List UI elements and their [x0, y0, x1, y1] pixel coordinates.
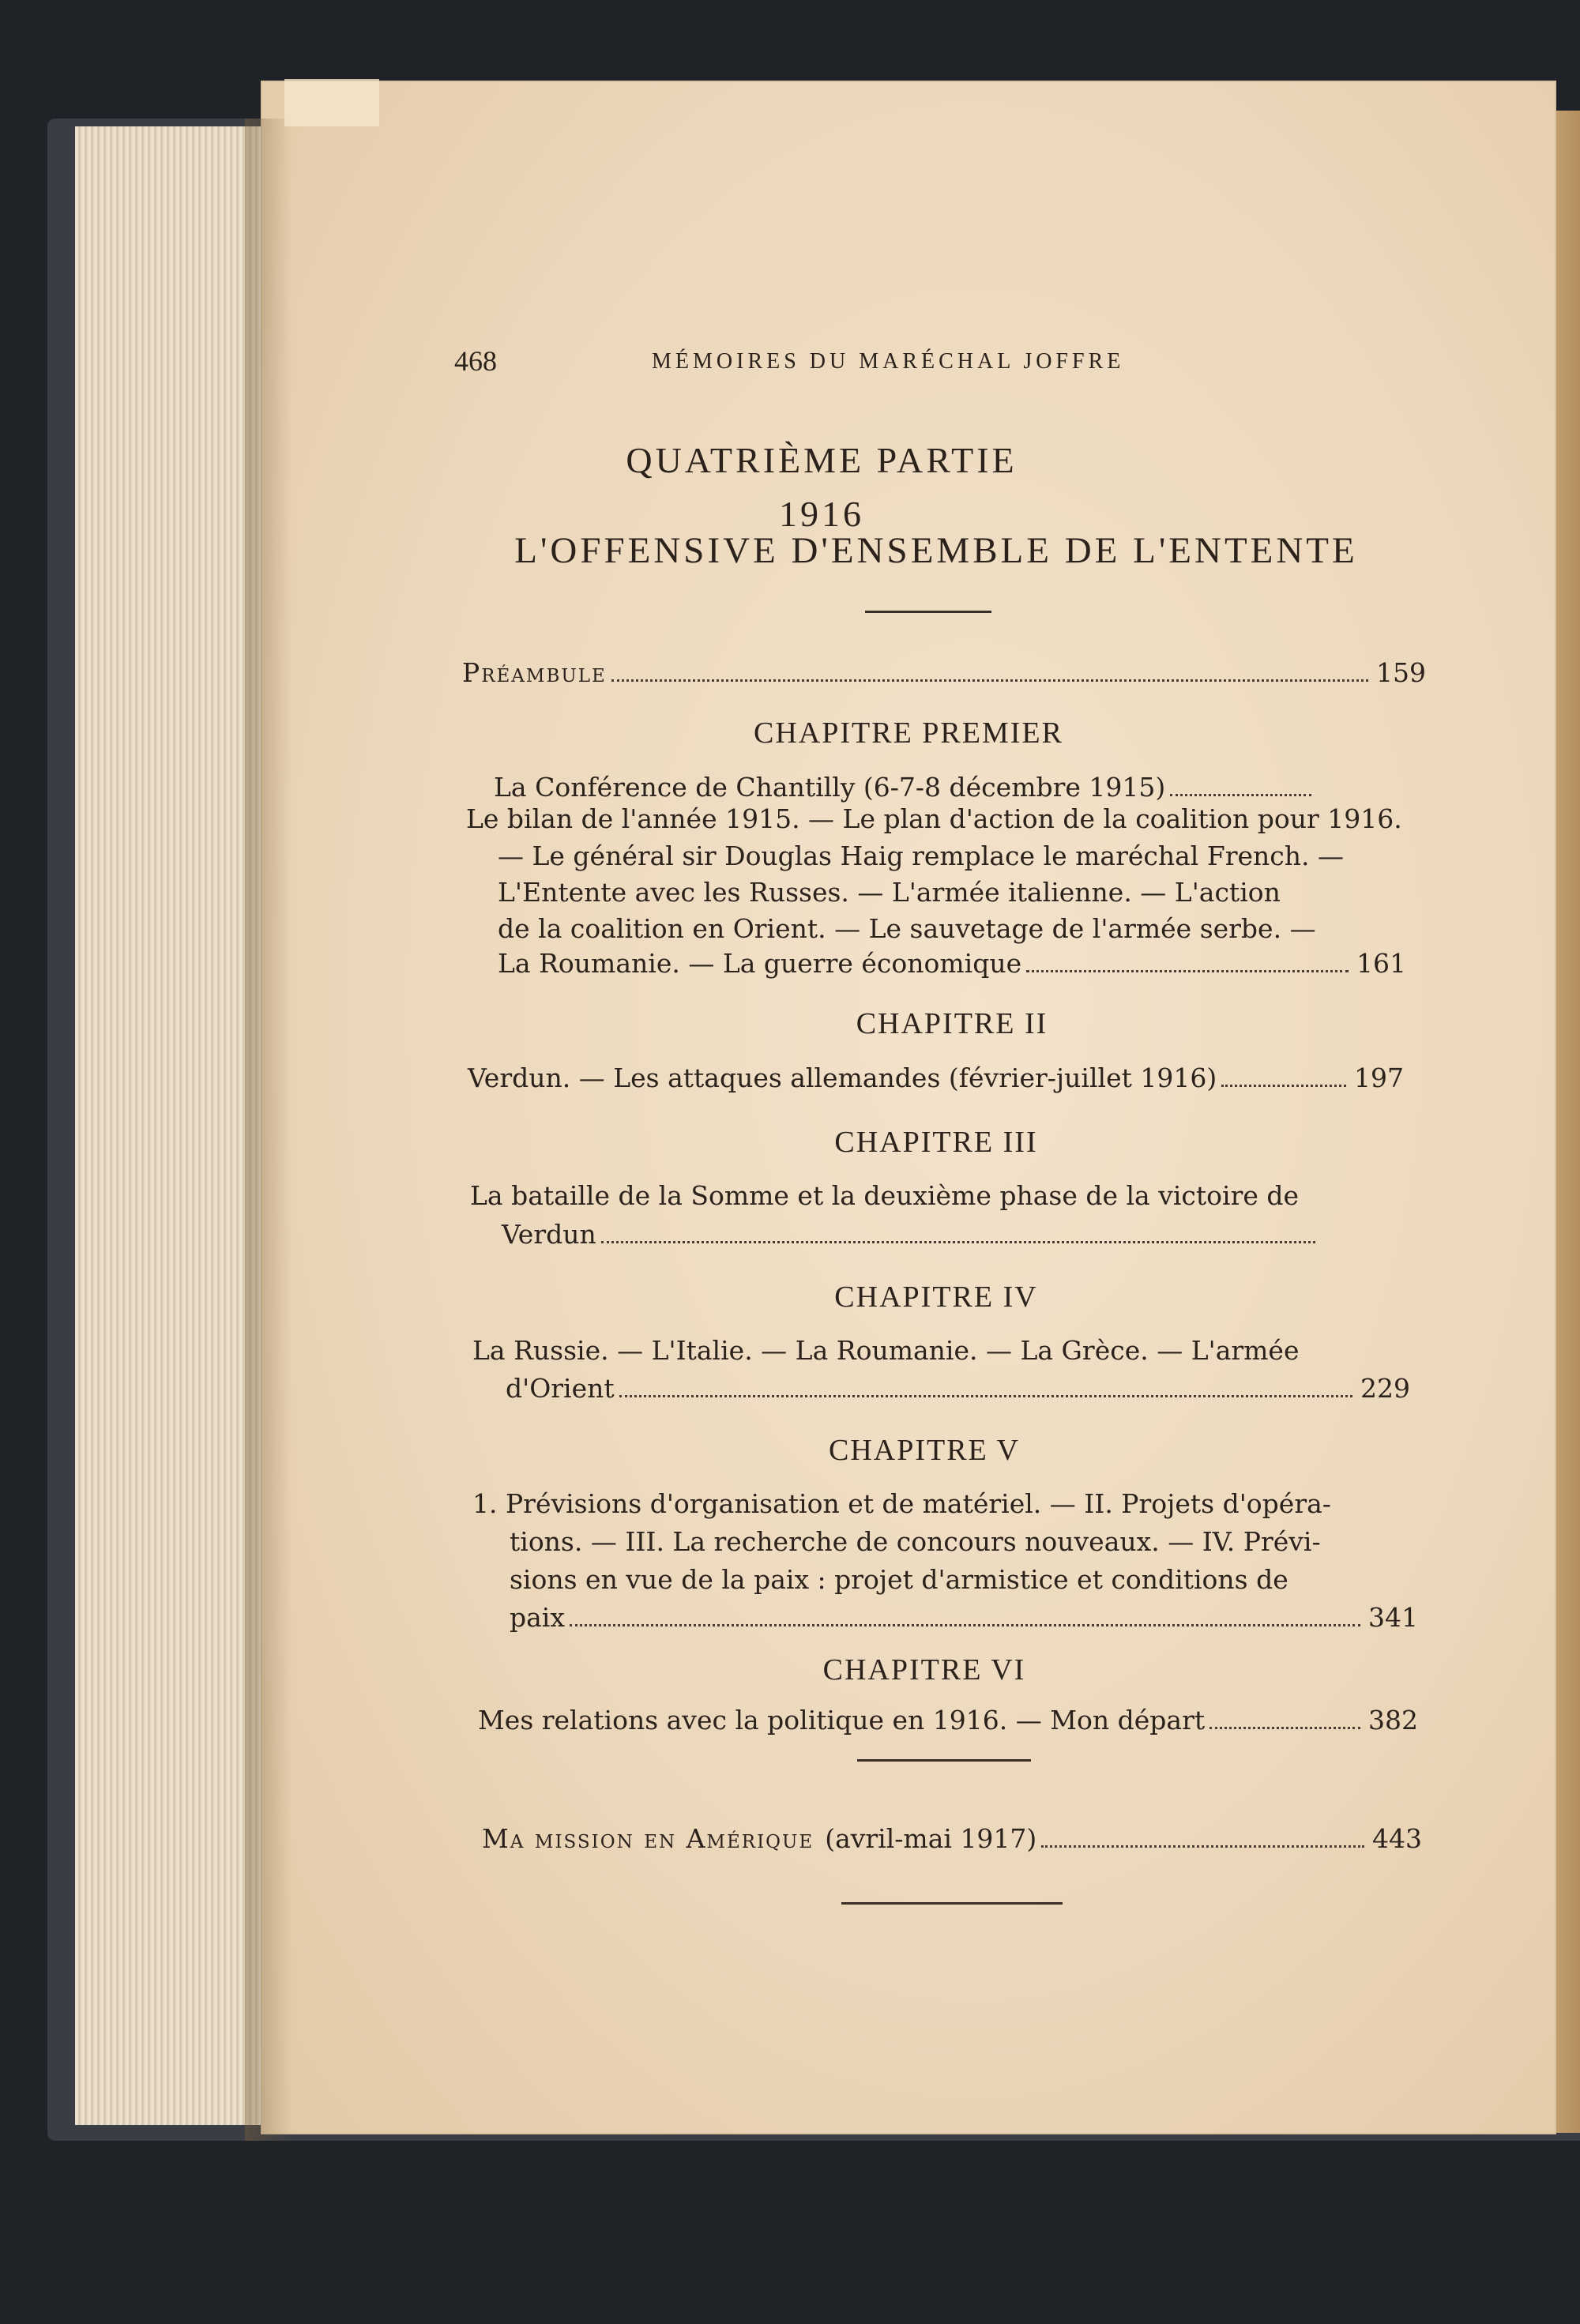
toc-entry-title: Préambule: [462, 657, 607, 688]
toc-entry-mission[interactable]: [482, 1823, 1422, 1856]
toc-entry-text: Verdun. — Les attaques allemandes (février-juillet 1916): [468, 1062, 1217, 1093]
toc-entry-line: La bataille de la Somme et la deuxième phase de la victoire de: [470, 1180, 1300, 1211]
toc-entry-line[interactable]: [478, 1705, 1418, 1737]
dot-leader: [601, 1241, 1315, 1243]
toc-entry-line[interactable]: [506, 1373, 1410, 1405]
toc-page-number: 443: [1372, 1823, 1422, 1854]
toc-entry-preamble[interactable]: [462, 657, 1426, 690]
chapter-heading: CHAPITRE II: [856, 1007, 1048, 1040]
toc-entry-line: La Russie. — L'Italie. — La Roumanie. — La Grèce. — L'armée: [472, 1335, 1300, 1366]
divider-rule: [857, 1759, 1031, 1762]
toc-page-number: 382: [1368, 1705, 1418, 1735]
divider-rule: [841, 1902, 1063, 1905]
toc-entry-line: sions en vue de la paix : projet d'armistice et conditions de: [510, 1564, 1288, 1595]
part-label: QUATRIÈME PARTIE: [626, 440, 1018, 480]
toc-entry-text: La Roumanie. — La guerre économique: [498, 948, 1022, 979]
toc-entry-text: La Conférence de Chantilly (6-7-8 décembre 1915): [494, 772, 1166, 803]
toc-page-number: 161: [1356, 948, 1406, 979]
dot-leader: [1041, 1845, 1364, 1848]
toc-entry-line[interactable]: [502, 1219, 1323, 1251]
chapter-heading: CHAPITRE III: [834, 1126, 1038, 1159]
dot-leader: [570, 1624, 1360, 1626]
toc-entry-line[interactable]: [468, 1062, 1404, 1095]
toc-entry-line: 1. Prévisions d'organisation et de matériel. — II. Projets d'opéra-: [472, 1488, 1331, 1519]
toc-entry-text: Verdun: [502, 1219, 596, 1250]
toc-entry-subtitle: (avril-mai 1917): [825, 1823, 1037, 1854]
toc-entry-line: L'Entente avec les Russes. — L'armée italienne. — L'action: [498, 877, 1281, 908]
toc-entry-text: d'Orient: [506, 1373, 615, 1404]
chapter-heading: CHAPITRE IV: [834, 1280, 1038, 1314]
toc-entry-line: tions. — III. La recherche de concours nouveaux. — IV. Prévi-: [510, 1526, 1321, 1557]
part-title: L'OFFENSIVE D'ENSEMBLE DE L'ENTENTE: [514, 530, 1358, 571]
divider-rule: [865, 611, 991, 613]
dot-leader: [1221, 1085, 1346, 1087]
toc-entry-line: — Le général sir Douglas Haig remplace le maréchal French. —: [498, 840, 1345, 871]
dot-leader: [611, 679, 1368, 682]
chapter-heading: CHAPITRE PREMIER: [754, 716, 1063, 750]
part-year: 1916: [779, 494, 864, 534]
toc-page-number: 159: [1376, 657, 1426, 688]
dot-leader: [619, 1395, 1352, 1397]
toc-entry-title: Ma mission en Amérique: [482, 1823, 814, 1854]
dot-leader: [1026, 970, 1349, 972]
dot-leader: [1209, 1727, 1360, 1729]
toc-entry-line[interactable]: [498, 948, 1406, 980]
running-title: MÉMOIRES DU MARÉCHAL JOFFRE: [652, 349, 1125, 374]
toc-entry-line[interactable]: [510, 1602, 1418, 1634]
chapter-heading: CHAPITRE V: [828, 1434, 1021, 1467]
toc-page-number: 229: [1360, 1373, 1410, 1404]
toc-page-number: 197: [1354, 1062, 1404, 1093]
toc-entry-text: paix: [510, 1602, 565, 1633]
toc-page-number: 341: [1368, 1602, 1418, 1633]
dot-leader: [1170, 794, 1311, 796]
chapter-heading: CHAPITRE VI: [822, 1653, 1026, 1687]
page-number: 468: [454, 345, 497, 377]
toc-entry-line: Le bilan de l'année 1915. — Le plan d'action de la coalition pour 1916.: [466, 803, 1402, 834]
toc-entry-line: de la coalition en Orient. — Le sauvetage de l'armée serbe. —: [498, 913, 1316, 944]
toc-entry-text: Mes relations avec la politique en 1916. — Mon départ: [478, 1705, 1206, 1735]
toc-entry-line[interactable]: [494, 772, 1319, 804]
